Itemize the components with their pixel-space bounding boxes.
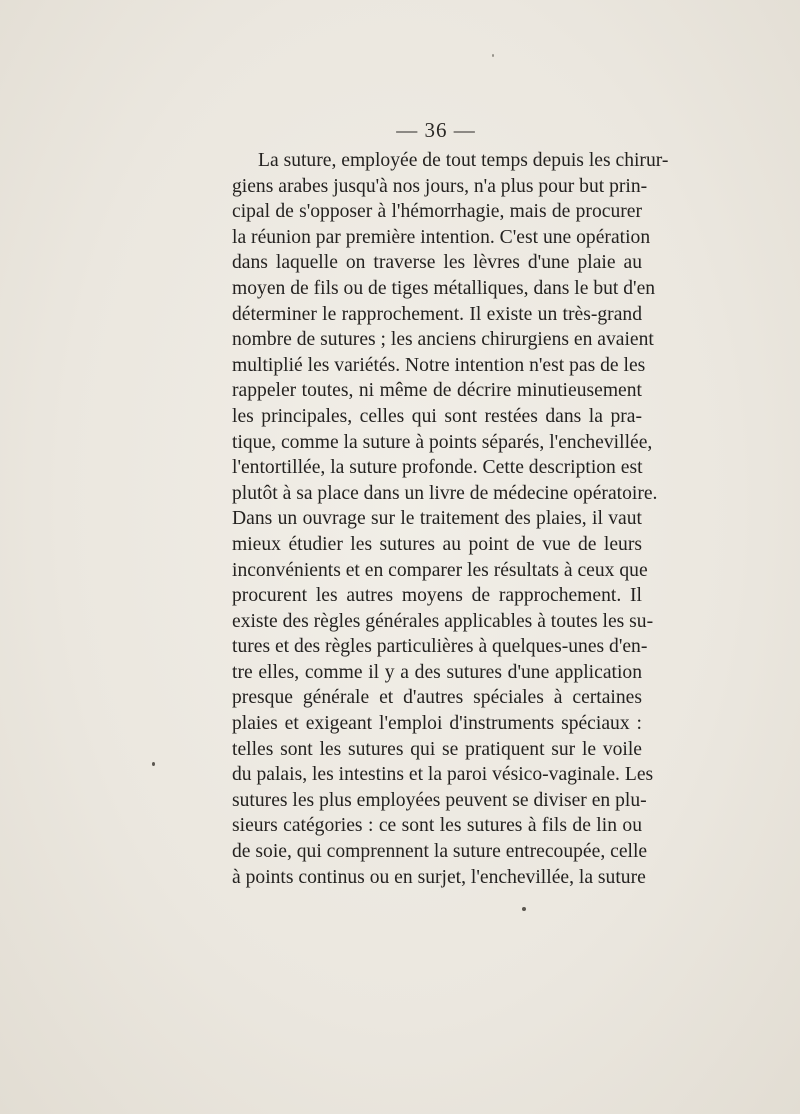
text-line: sutures les plus employées peuvent se diviser en plu-: [232, 789, 647, 811]
text-line: moyen de fils ou de tiges métalliques, dans le but d'en: [232, 277, 656, 299]
page-number: — 36 —: [396, 118, 476, 142]
text-line: la réunion par première intention. C'est une opération: [232, 226, 651, 248]
text-line: Dans un ouvrage sur le traitement des plaies, il vaut: [232, 508, 642, 530]
paper-speck: [492, 54, 494, 57]
text-line: à points continus ou en surjet, l'enchevillée, la suture: [232, 866, 646, 888]
text-line: inconvénients et en comparer les résultats à ceux que: [232, 559, 648, 581]
text-line: presque générale et d'autres spéciales à certaines: [232, 687, 642, 709]
text-line: plutôt à sa place dans un livre de médecine opératoire.: [232, 482, 658, 504]
text-line: La suture, employée de tout temps depuis les chirur-: [258, 150, 669, 171]
text-line: giens arabes jusqu'à nos jours, n'a plus pour but prin-: [232, 175, 648, 197]
text-line: cipal de s'opposer à l'hémorrhagie, mais de procurer: [232, 201, 642, 223]
text-line: du palais, les intestins et la paroi vésico-vaginale. Les: [232, 764, 654, 786]
text-line: nombre de sutures ; les anciens chirurgiens en avaient: [232, 329, 654, 351]
text-line: tique, comme la suture à points séparés, l'enchevillée,: [232, 431, 653, 453]
text-line: telles sont les sutures qui se pratiquent sur le voile: [232, 738, 642, 760]
paper-speck: [152, 762, 155, 766]
text-line: de soie, qui comprennent la suture entrecoupée, celle: [232, 841, 648, 863]
text-line: multiplié les variétés. Notre intention n'est pas de les: [232, 354, 646, 376]
text-line: procurent les autres moyens de rapprochement. Il: [232, 585, 642, 607]
paper-speck: [522, 907, 526, 911]
body-paragraph: [232, 148, 669, 890]
text-line: existe des règles générales applicables à toutes les su-: [232, 610, 654, 632]
text-line: déterminer le rapprochement. Il existe un très-grand: [232, 303, 642, 325]
text-line: rappeler toutes, ni même de décrire minutieusement: [232, 380, 642, 402]
text-line: l'entortillée, la suture profonde. Cette description est: [232, 457, 643, 479]
text-line: plaies et exigeant l'emploi d'instruments spéciaux :: [232, 713, 642, 735]
text-line: les principales, celles qui sont restées dans la pra-: [232, 405, 642, 427]
text-line: sieurs catégories : ce sont les sutures à fils de lin ou: [232, 815, 642, 837]
text-line: tre elles, comme il y a des sutures d'une application: [232, 661, 642, 683]
text-line: dans laquelle on traverse les lèvres d'une plaie au: [232, 252, 642, 274]
text-line: tures et des règles particulières à quelques-unes d'en-: [232, 636, 648, 658]
text-line: mieux étudier les sutures au point de vue de leurs: [232, 533, 642, 555]
